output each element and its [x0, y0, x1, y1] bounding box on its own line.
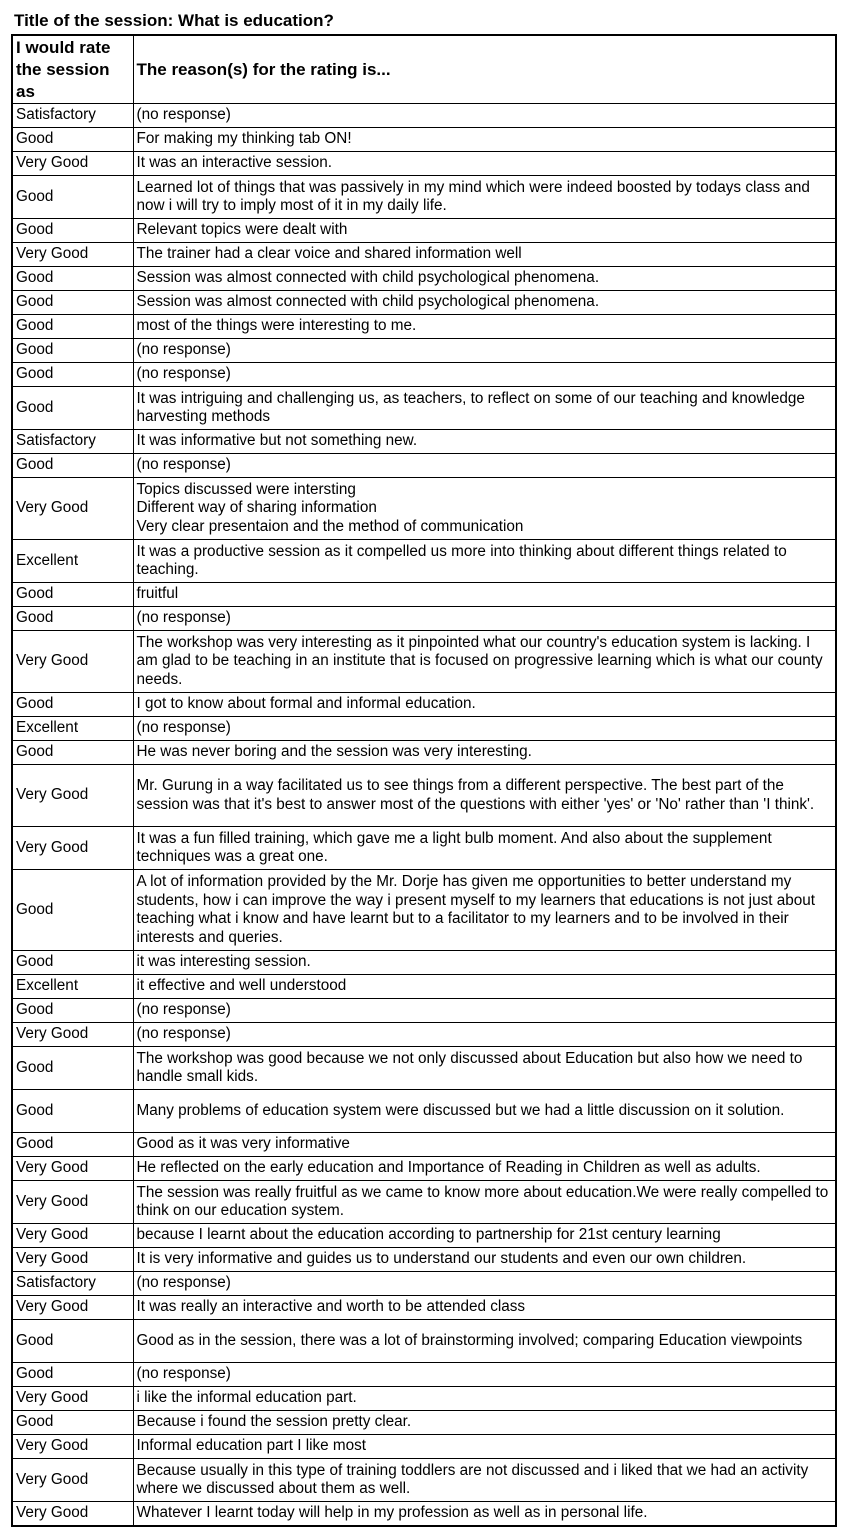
reason-cell: (no response): [133, 104, 836, 128]
table-row: [12, 999, 836, 1023]
table-row: [12, 104, 836, 128]
rating-cell: Very Good: [12, 1435, 133, 1459]
reason-cell: The session was really fruitful as we came to know more about education.We were really compelled to think on our education system.: [133, 1181, 836, 1224]
reason-cell: Session was almost connected with child psychological phenomena.: [133, 267, 836, 291]
table-row: [12, 291, 836, 315]
rating-cell: Very Good: [12, 152, 133, 176]
rating-cell: Good: [12, 315, 133, 339]
table-row: [12, 430, 836, 454]
table-row: [12, 693, 836, 717]
rating-cell: Good: [12, 1047, 133, 1090]
rating-cell: Good: [12, 583, 133, 607]
rating-cell: Very Good: [12, 1181, 133, 1224]
reason-cell: (no response): [133, 717, 836, 741]
rating-cell: Good: [12, 128, 133, 152]
table-row: [12, 478, 836, 540]
reason-cell: The workshop was good because we not only discussed about Education but also how we need to handle small kids.: [133, 1047, 836, 1090]
rating-cell: Good: [12, 339, 133, 363]
table-row: [12, 1435, 836, 1459]
reason-cell: because I learnt about the education according to partnership for 21st century learning: [133, 1224, 836, 1248]
table-row: [12, 267, 836, 291]
reason-cell: Learned lot of things that was passively in my mind which were indeed boosted by todays class and now i will try to imply most of it in my daily life.: [133, 176, 836, 219]
session-title: Title of the session: What is education?: [14, 11, 334, 30]
reason-cell: (no response): [133, 1272, 836, 1296]
reason-cell: I got to know about formal and informal education.: [133, 693, 836, 717]
table-row: [12, 1387, 836, 1411]
reason-cell: (no response): [133, 607, 836, 631]
table-row: [12, 454, 836, 478]
reason-cell: Whatever I learnt today will help in my profession as well as in personal life.: [133, 1502, 836, 1526]
rating-cell: Very Good: [12, 1224, 133, 1248]
reason-cell: He was never boring and the session was very interesting.: [133, 741, 836, 765]
table-row: [12, 387, 836, 430]
table-row: [12, 1023, 836, 1047]
table-row: [12, 1272, 836, 1296]
rating-cell: Good: [12, 387, 133, 430]
table-row: [12, 1047, 836, 1090]
reason-cell: (no response): [133, 1363, 836, 1387]
reason-cell: It was intriguing and challenging us, as teachers, to reflect on some of our teaching and knowledge harvesting methods: [133, 387, 836, 430]
reason-cell: It was an interactive session.: [133, 152, 836, 176]
table-row: [12, 1248, 836, 1272]
reason-cell: it effective and well understood: [133, 975, 836, 999]
rating-cell: Very Good: [12, 1248, 133, 1272]
rating-cell: Very Good: [12, 1296, 133, 1320]
rating-cell: Good: [12, 454, 133, 478]
table-row: [12, 1157, 836, 1181]
rating-cell: Good: [12, 607, 133, 631]
rating-cell: Good: [12, 291, 133, 315]
reason-cell: it was interesting session.: [133, 951, 836, 975]
table-row: [12, 631, 836, 693]
feedback-table: [11, 34, 837, 1527]
table-row: [12, 1133, 836, 1157]
reason-cell: (no response): [133, 363, 836, 387]
rating-cell: Excellent: [12, 975, 133, 999]
rating-cell: Good: [12, 870, 133, 951]
table-row: [12, 1296, 836, 1320]
rating-cell: Very Good: [12, 765, 133, 827]
table-row: [12, 741, 836, 765]
rating-cell: Very Good: [12, 827, 133, 870]
rating-cell: Good: [12, 363, 133, 387]
table-row: [12, 1363, 836, 1387]
table-row: [12, 152, 836, 176]
table-row: [12, 128, 836, 152]
rating-cell: Good: [12, 693, 133, 717]
table-row: [12, 765, 836, 827]
reason-cell: fruitful: [133, 583, 836, 607]
table-row: [12, 1411, 836, 1435]
reason-cell: Because usually in this type of training toddlers are not discussed and i liked that we had an activity where we discussed about them as well.: [133, 1459, 836, 1502]
table-row: [12, 339, 836, 363]
reason-cell: He reflected on the early education and Importance of Reading in Children as well as adults.: [133, 1157, 836, 1181]
rating-cell: Good: [12, 951, 133, 975]
rating-cell: Satisfactory: [12, 1272, 133, 1296]
rating-cell: Good: [12, 219, 133, 243]
table-row: [12, 975, 836, 999]
rating-cell: Good: [12, 267, 133, 291]
reason-cell: Good as it was very informative: [133, 1133, 836, 1157]
reason-cell: The trainer had a clear voice and shared information well: [133, 243, 836, 267]
reason-cell: Relevant topics were dealt with: [133, 219, 836, 243]
rating-cell: Excellent: [12, 540, 133, 583]
reason-cell: Many problems of education system were discussed but we had a little discussion on it solution.: [133, 1090, 836, 1133]
rating-cell: Good: [12, 741, 133, 765]
table-row: [12, 827, 836, 870]
rating-cell: Good: [12, 1133, 133, 1157]
reason-cell: (no response): [133, 339, 836, 363]
rating-cell: Very Good: [12, 1387, 133, 1411]
reason-cell: It was informative but not something new.: [133, 430, 836, 454]
reason-cell: It was a fun filled training, which gave me a light bulb moment. And also about the supplement techniques was a great one.: [133, 827, 836, 870]
table-row: [12, 1181, 836, 1224]
rating-cell: Very Good: [12, 1502, 133, 1526]
table-row: [12, 951, 836, 975]
reason-cell: Informal education part I like most: [133, 1435, 836, 1459]
table-row: [12, 176, 836, 219]
table-row: [12, 243, 836, 267]
reason-cell: Topics discussed were intersting Different way of sharing information Very clear presentaion and the method of communication: [133, 478, 836, 540]
rating-cell: Good: [12, 1320, 133, 1363]
table-row: [12, 219, 836, 243]
reason-cell: Mr. Gurung in a way facilitated us to see things from a different perspective. The best part of the session was that it's best to answer most of the questions with either 'yes' or 'No' rather than 'I think'.: [133, 765, 836, 827]
reason-cell: For making my thinking tab ON!: [133, 128, 836, 152]
rating-column-header: I would rate the session as: [12, 35, 133, 104]
rating-cell: Good: [12, 1411, 133, 1435]
rating-cell: Satisfactory: [12, 430, 133, 454]
table-row: [12, 583, 836, 607]
reason-cell: It was really an interactive and worth to be attended class: [133, 1296, 836, 1320]
header-row: [12, 35, 836, 104]
rating-cell: Very Good: [12, 1023, 133, 1047]
reason-cell: (no response): [133, 1023, 836, 1047]
table-row: [12, 1502, 836, 1526]
table-row: [12, 1224, 836, 1248]
reason-cell: Good as in the session, there was a lot of brainstorming involved; comparing Education viewpoints: [133, 1320, 836, 1363]
reason-cell: A lot of information provided by the Mr. Dorje has given me opportunities to better understand my students, how i can improve the way i present myself to my learners that educations is not just about teaching what i know and have learnt but to a facilitator to my learners and to be involved in their interests and queries.: [133, 870, 836, 951]
reason-cell: (no response): [133, 454, 836, 478]
rating-cell: Very Good: [12, 631, 133, 693]
table-row: [12, 540, 836, 583]
rating-cell: Very Good: [12, 243, 133, 267]
rating-cell: Very Good: [12, 478, 133, 540]
reason-cell: It was a productive session as it compelled us more into thinking about different things related to teaching.: [133, 540, 836, 583]
rating-cell: Good: [12, 1090, 133, 1133]
rating-cell: Good: [12, 999, 133, 1023]
reason-cell: It is very informative and guides us to understand our students and even our own children.: [133, 1248, 836, 1272]
table-row: [12, 607, 836, 631]
table-row: [12, 363, 836, 387]
table-row: [12, 717, 836, 741]
rating-cell: Good: [12, 1363, 133, 1387]
rating-cell: Good: [12, 176, 133, 219]
reason-cell: The workshop was very interesting as it pinpointed what our country's education system is lacking. I am glad to be teaching in an institute that is focused on progressive learning which is what our county needs.: [133, 631, 836, 693]
table-row: [12, 1459, 836, 1502]
table-row: [12, 1320, 836, 1363]
reason-cell: (no response): [133, 999, 836, 1023]
rating-cell: Very Good: [12, 1459, 133, 1502]
reason-cell: Because i found the session pretty clear.: [133, 1411, 836, 1435]
rating-cell: Excellent: [12, 717, 133, 741]
table-row: [12, 1090, 836, 1133]
table-body: [12, 104, 836, 1526]
reason-cell: Session was almost connected with child psychological phenomena.: [133, 291, 836, 315]
rating-cell: Satisfactory: [12, 104, 133, 128]
table-row: [12, 315, 836, 339]
reason-column-header: The reason(s) for the rating is...: [133, 35, 836, 104]
reason-cell: most of the things were interesting to me.: [133, 315, 836, 339]
table-row: [12, 870, 836, 951]
rating-cell: Very Good: [12, 1157, 133, 1181]
reason-cell: i like the informal education part.: [133, 1387, 836, 1411]
